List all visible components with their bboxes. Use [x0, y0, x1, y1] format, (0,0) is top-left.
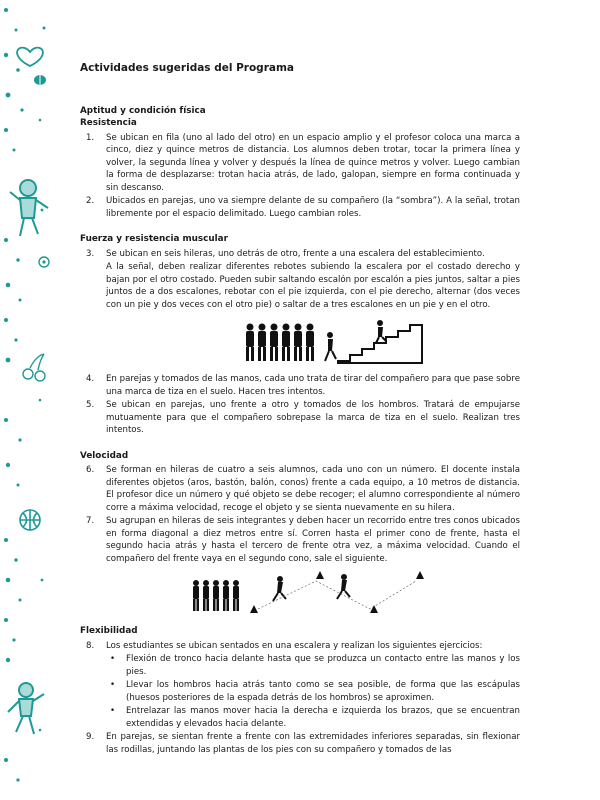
stairs-exercise-illustration — [80, 315, 520, 367]
item-number: 3. — [86, 248, 95, 259]
section-title: Aptitud y condición física — [80, 105, 206, 116]
bullet-item: • Flexión de tronco hacia delante hasta que se produzca un contacto entre las manos y los pies. — [126, 653, 520, 678]
child-jumping-icon — [8, 683, 44, 734]
list-item — [80, 132, 520, 195]
item-text: En parejas y tomados de las manos, cada uno trata de tirar del compañero para que pase sobre una marca de tiza en el suelo. Hacen tres intentos. — [106, 374, 520, 397]
list-item — [80, 464, 520, 514]
list-item — [80, 731, 520, 756]
page-title: Actividades sugeridas del Programa — [80, 62, 294, 74]
list-item — [80, 399, 520, 437]
item-text: Se ubican en seis hileras, uno detrás de otro, frente a una escalera del establecimiento. — [106, 248, 485, 259]
section-title: Fuerza y resistencia muscular — [80, 234, 228, 244]
section-subtitle: Resistencia — [80, 118, 137, 128]
soccer-ball-icon — [39, 257, 49, 267]
item-text: Su agrupan en hileras de seis integrantes y deben hacer un recorrido entre tres conos ubicados en forma diagonal a diez metros entre sí. Corren hasta el primer cono de frente, hasta el segundo hacia atrás y hasta el tercero de frente otra vez, a máxima velocidad. Cuando el compañero del frente vaya en el segundo cono, sale el siguiente. — [106, 516, 520, 564]
item-number: 5. — [86, 400, 95, 410]
item-text: Se ubican en parejas, uno frente a otro y tomados de los hombros. Tratará de empujarse mutuamente para que el compañero sobrepase la marca de tiza en el suelo. Realizan tres intentos. — [106, 400, 520, 435]
item-continuation: A la señal, deben realizar diferentes rebotes subiendo la escalera por el costado derecho y bajan por el otro costado. Pueden subir saltando escalón por escalón a pies juntos, saltar a pies juntos de a dos escalones, rebotar con el pie izquierda, con el pie derecho, alternar (dos veces con un pie y dos veces con el otro pie) o saltar de a tres escalones en un pie y en el otro. — [106, 262, 520, 310]
section-title: Flexibilidad — [80, 626, 138, 636]
document-page — [80, 62, 520, 757]
section-title: Velocidad — [80, 450, 129, 461]
bullet-item: • Entrelazar las manos mover hacia la derecha e izquierda los brazos, que se encuentran extendidas y elevados hacia delante. — [126, 705, 520, 730]
ladybug-icon — [34, 75, 46, 85]
item-text: En parejas, se sientan frente a frente con las extremidades inferiores separadas, sin flexionar las rodillas, juntando las plantas de los pies con su compañero y tomados de las — [106, 732, 520, 755]
item-text: Los estudiantes se ubican sentados en una escalera y realizan los siguientes ejercicios: — [106, 640, 483, 651]
cone-relay-illustration — [80, 569, 520, 619]
child-playing-icon — [10, 180, 48, 236]
list-item — [80, 373, 520, 398]
bullet-list — [80, 653, 520, 730]
item-number: 6. — [86, 465, 95, 475]
basketball-icon — [20, 510, 40, 530]
list-item — [80, 515, 520, 565]
item-text: Se forman en hileras de cuatro a seis alumnos, cada uno con un número. El docente instala diferentes objetos (aros, bastón, balón, conos) frente a cada equipo, a 10 metros de distancia. El profesor dice un número y qué objeto se debe recoger; el alumno correspondiente al número corre a máxima velocidad, recoge el objeto y se sienta nuevamente en su hilera. — [106, 465, 520, 513]
bullet-item: • Llevar los hombros hacia atrás tanto como se sea posible, de forma que las escápulas (huesos posteriores de la espada detrás de los hombros) se aproximen. — [126, 679, 520, 704]
cherries-icon — [23, 354, 45, 381]
decorative-margin — [0, 0, 60, 800]
item-number: 2. — [86, 196, 95, 206]
list-item — [80, 195, 520, 220]
heart-icon — [17, 48, 43, 66]
list-item — [80, 640, 520, 653]
item-number: 9. — [86, 732, 95, 742]
item-number: 7. — [86, 516, 95, 526]
item-number: 4. — [86, 374, 95, 384]
list-item — [80, 248, 520, 261]
item-text: Se ubican en fila (uno al lado del otro) en un espacio amplio y el profesor coloca una marca a cinco, diez y quince metros de distancia. Los alumnos deben trotar, tocar la primera línea y volver, la segunda línea y volver y después la línea de quince metros y volver. Luego cambian la forma de desplazarse: trotan hacia atrás, de lado, galopan, siempre en forma continuada y sin descanso. — [106, 132, 520, 193]
item-number: 8. — [86, 640, 95, 651]
item-number: 1. — [86, 132, 95, 143]
item-text: Ubicados en parejas, uno va siempre delante de su compañero (la “sombra”). A la señal, trotan libremente por el espacio delimitado. Luego cambian roles. — [106, 196, 520, 219]
